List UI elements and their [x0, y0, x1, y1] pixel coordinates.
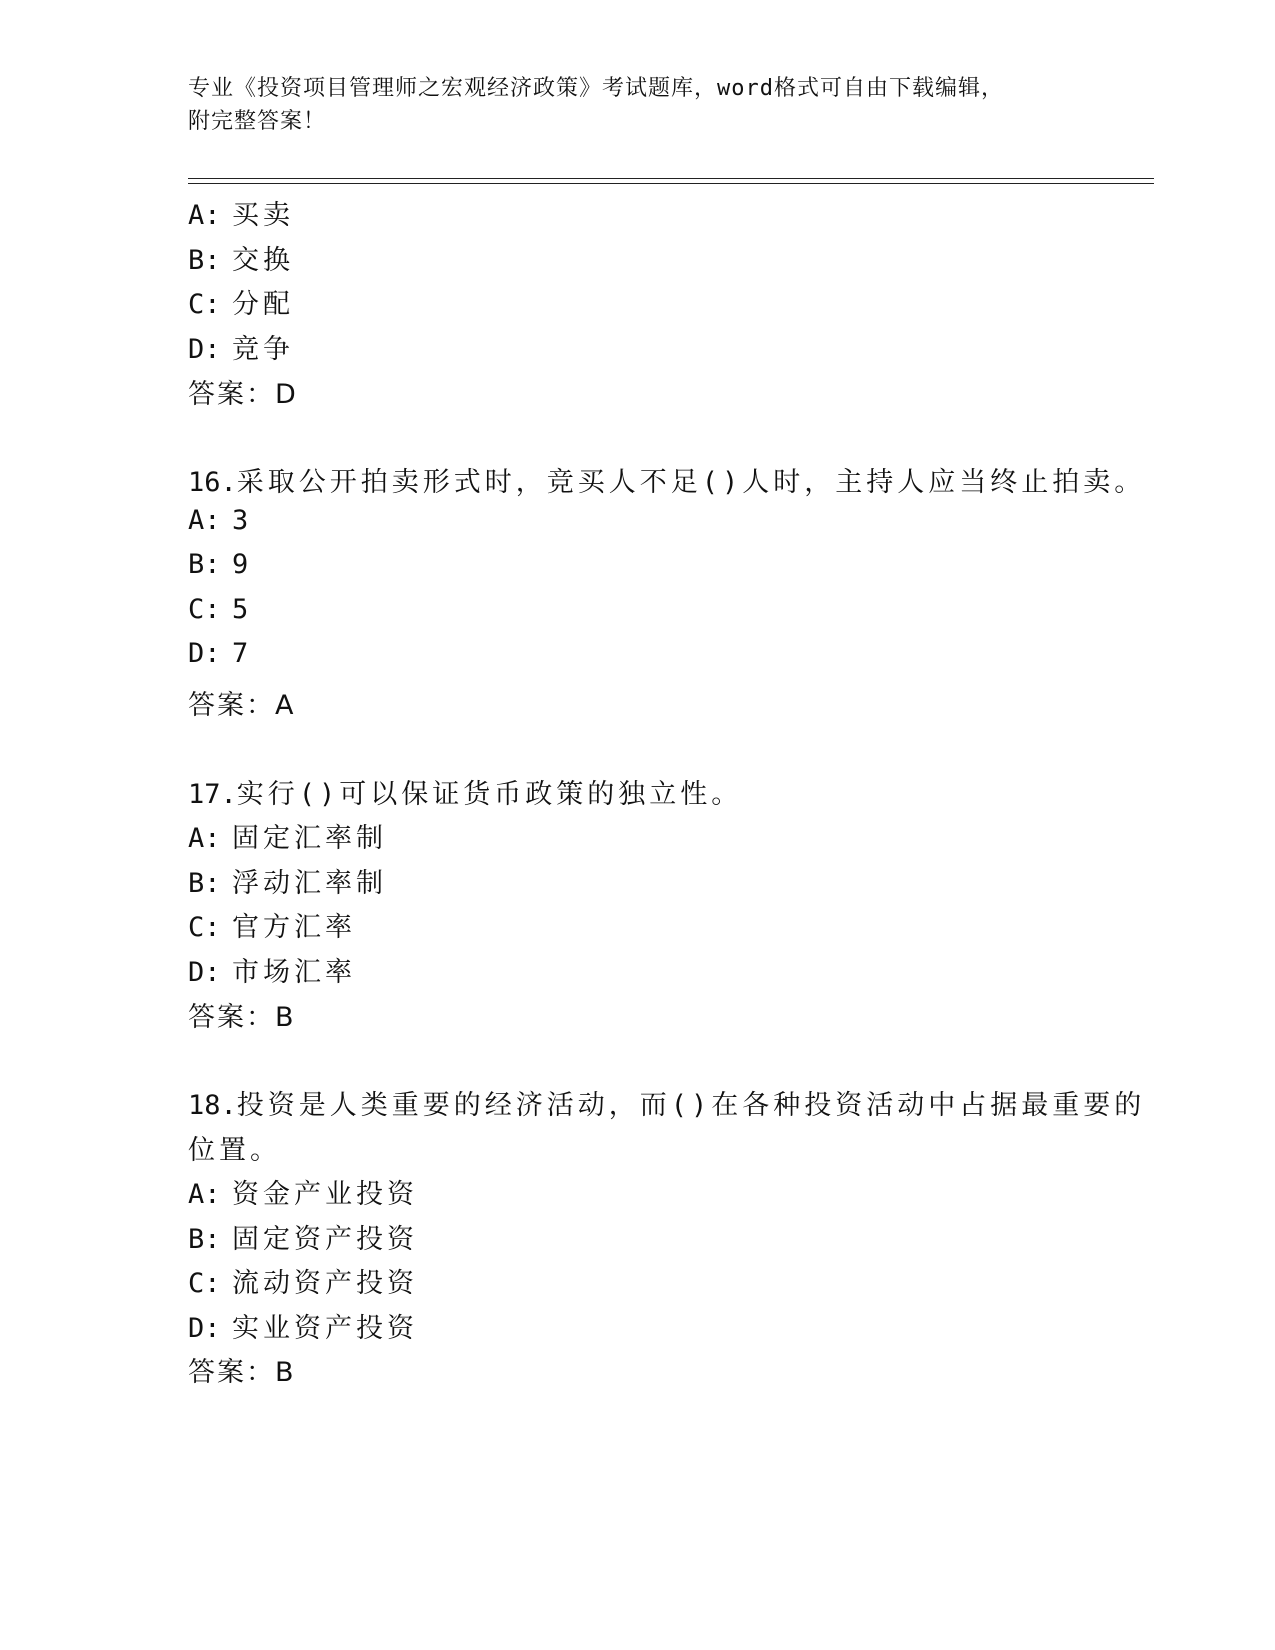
question-text: 采取公开拍卖形式时，竞买人不足()人时，主持人应当终止拍卖。	[236, 467, 1146, 498]
question-text: 投资是人类重要的经济活动，而()在各种投资活动中占据最重要的	[236, 1090, 1146, 1121]
option-row	[188, 193, 294, 232]
header-line-1: 专业《投资项目管理师之宏观经济政策》考试题库，word格式可自由下载编辑，	[188, 76, 1004, 101]
option-letter: D:	[188, 334, 221, 365]
option-text: 市场汇率	[232, 957, 356, 988]
answer-label: 答案：	[188, 379, 275, 410]
option-row	[188, 816, 387, 855]
option-text: 7	[232, 638, 253, 669]
question-number: 17.	[188, 779, 237, 810]
answer-label: 答案：	[188, 690, 275, 721]
question-stem	[188, 460, 1145, 499]
option-row	[188, 549, 252, 580]
option-letter: D:	[188, 638, 221, 669]
answer-line	[188, 995, 294, 1034]
option-row	[188, 861, 387, 900]
answer-line	[188, 683, 293, 722]
option-letter: B:	[188, 1224, 221, 1255]
option-row	[188, 282, 294, 321]
option-text: 9	[232, 549, 253, 580]
header-divider-top	[188, 178, 1154, 179]
answer-value: D	[275, 379, 296, 410]
option-row	[188, 905, 356, 944]
answer-label: 答案：	[188, 1002, 275, 1033]
answer-label: 答案：	[188, 1357, 275, 1388]
option-row	[188, 238, 294, 277]
option-text: 官方汇率	[232, 912, 356, 943]
option-text: 5	[232, 594, 253, 625]
option-text: 固定汇率制	[232, 823, 387, 854]
option-letter: B:	[188, 245, 221, 276]
option-letter: D:	[188, 957, 221, 988]
question-stem-continued	[188, 1128, 281, 1167]
answer-value: B	[275, 1002, 294, 1033]
option-row	[188, 638, 252, 669]
option-text: 分配	[232, 289, 294, 320]
option-letter: A:	[188, 1179, 221, 1210]
answer-value: B	[275, 1357, 294, 1388]
option-letter: B:	[188, 868, 221, 899]
option-letter: C:	[188, 594, 221, 625]
option-row	[188, 327, 294, 366]
answer-value: A	[275, 690, 294, 721]
option-letter: C:	[188, 912, 221, 943]
option-text: 实业资产投资	[232, 1313, 418, 1344]
header-line-2: 附完整答案！	[188, 109, 327, 134]
option-text: 流动资产投资	[232, 1268, 418, 1299]
question-stem	[188, 772, 742, 811]
option-row	[188, 1261, 418, 1300]
option-letter: C:	[188, 1268, 221, 1299]
option-letter: A:	[188, 200, 221, 231]
question-number: 18.	[188, 1090, 237, 1121]
question-text: 位置。	[188, 1135, 281, 1166]
option-text: 资金产业投资	[232, 1179, 418, 1210]
answer-line	[188, 372, 296, 411]
answer-line	[188, 1350, 294, 1389]
option-row	[188, 505, 252, 536]
header-divider-bottom	[188, 183, 1154, 184]
question-text: 实行()可以保证货币政策的独立性。	[236, 779, 743, 810]
option-letter: D:	[188, 1313, 221, 1344]
option-letter: B:	[188, 549, 221, 580]
option-text: 固定资产投资	[232, 1224, 418, 1255]
option-text: 3	[232, 505, 253, 536]
option-row	[188, 594, 252, 625]
option-text: 交换	[232, 245, 294, 276]
option-letter: C:	[188, 289, 221, 320]
option-letter: A:	[188, 505, 221, 536]
document-header	[188, 72, 1088, 138]
question-number: 16.	[188, 467, 237, 498]
question-stem	[188, 1083, 1145, 1122]
option-text: 买卖	[232, 200, 294, 231]
option-row	[188, 1217, 418, 1256]
option-row	[188, 1172, 418, 1211]
option-row	[188, 1306, 418, 1345]
option-row	[188, 950, 356, 989]
option-text: 浮动汇率制	[232, 868, 387, 899]
option-text: 竞争	[232, 334, 294, 365]
option-letter: A:	[188, 823, 221, 854]
